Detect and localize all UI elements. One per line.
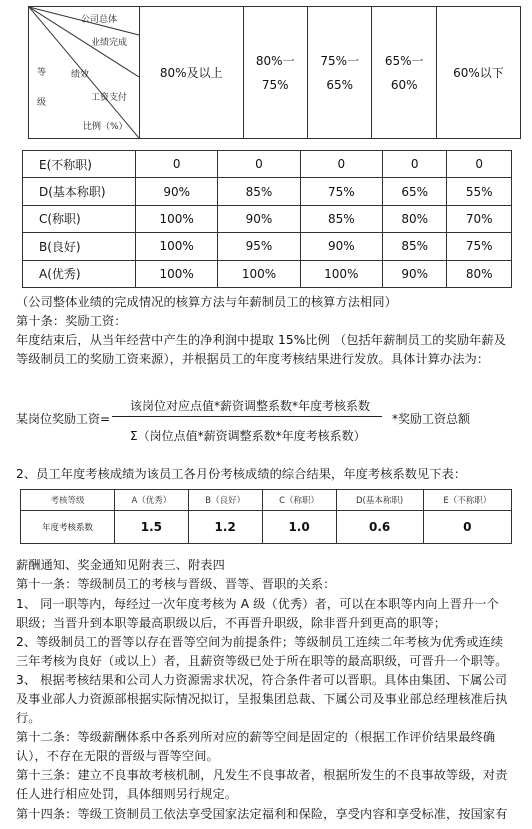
rate-header: 60%以下: [436, 7, 520, 139]
grade-cell: 90%: [382, 260, 447, 287]
formula-rhs: *奖励工资总额: [392, 412, 471, 426]
diagonal-header-cell: [29, 7, 140, 139]
diag-label-mid-left: 等: [37, 68, 47, 78]
table-header-row: [21, 490, 512, 511]
grade-cell: 85%: [300, 205, 382, 232]
grade-cell: 80%: [382, 205, 447, 232]
paragraph-line: 任人进行相应处罚，具体细则另行规定。: [16, 787, 238, 801]
grade-cell: 100%: [136, 260, 218, 287]
diag-label-top2: 业绩完成: [91, 38, 128, 48]
paragraph-line: 3、 根据考核结果和公司人力资源需求状况，符合条件者可以晋职。具体由集团、下属公司: [16, 673, 508, 687]
column-header: C（称职）: [262, 490, 336, 511]
article-12: 第十二条：等级薪酬体系中各系列所对应的薪等空间是固定的（根据工作评价结果最终确: [16, 730, 496, 744]
grade-cell: 0: [382, 151, 447, 178]
grade-cell: 90%: [218, 205, 300, 232]
grade-label: D(基本称职): [23, 178, 136, 205]
grade-label: C(称职): [23, 205, 136, 232]
grade-table: [22, 150, 512, 288]
paragraph-line: 及事业部人力资源部根据实际情况拟订，呈报集团总裁、下属公司及事业部总经理核准后执: [16, 692, 508, 706]
paragraph-line: 年度结束后，从当年经营中产生的净利润中提取 15%比例 （包括年薪制员工的奖励年薪及: [16, 333, 506, 347]
coef-cell: 1.5: [115, 511, 189, 544]
rate-table: [28, 6, 521, 139]
table-row: [23, 260, 512, 287]
paragraph-line: 三年考核为良好（或以上）者，且薪资等级已处于所在职等的最高职级，可晋升一个职等。: [16, 654, 508, 668]
column-header: D(基本称职): [336, 490, 423, 511]
coef-cell: 0.6: [336, 511, 423, 544]
grade-label: B(良好): [23, 233, 136, 260]
diag-label-mid: 绩效: [71, 70, 90, 80]
diag-label-top: 公司总体: [81, 15, 118, 25]
table-row: [21, 511, 512, 544]
grade-cell: 90%: [300, 233, 382, 260]
grade-cell: 0: [300, 151, 382, 178]
grade-cell: 70%: [447, 205, 512, 232]
article-14: 第十四条：等级工资制员工依法享受国家法定福利和保险，享受内容和享受标准，按国家有: [16, 807, 508, 821]
paragraph-line: 职级；当晋升到本职等最高职级以后，不再晋升职级，除非晋升到更高的职等；: [16, 616, 447, 630]
grade-cell: 55%: [447, 178, 512, 205]
coefficient-table: [20, 489, 512, 544]
grade-cell: 75%: [447, 233, 512, 260]
article-10-heading: 第十条：奖励工资：: [16, 314, 127, 328]
rate-header: 80%及以上: [140, 7, 244, 139]
formula-numerator: 该岗位对应点值*薪资调整系数*年度考核系数: [130, 399, 371, 413]
grade-cell: 85%: [218, 178, 300, 205]
grade-label: A(优秀): [23, 260, 136, 287]
diag-label-bottom-left: 级: [37, 98, 47, 108]
formula-lhs: 某岗位奖励工资=: [16, 412, 111, 426]
grade-cell: 100%: [218, 260, 300, 287]
grade-cell: 100%: [136, 205, 218, 232]
fraction-bar: [112, 416, 382, 417]
grade-cell: 75%: [300, 178, 382, 205]
note-text: （公司整体业绩的完成情况的核算方法与年薪制员工的核算方法相同）: [16, 295, 397, 309]
table-row: [23, 205, 512, 232]
column-header: A（优秀）: [115, 490, 189, 511]
article-11-heading: 第十一条：等级制员工的考核与晋级、晋等、晋职的关系：: [16, 577, 336, 591]
rate-header: 65%一 60%: [372, 7, 436, 139]
notice-text: 薪酬通知、奖金通知见附表三、附表四: [16, 558, 225, 572]
column-header: 考核等级: [21, 490, 115, 511]
grade-cell: 95%: [218, 233, 300, 260]
paragraph-line: 2、员工年度考核成绩为该员工各月份考核成绩的综合结果，年度考核系数见下表：: [16, 467, 467, 481]
coef-cell: 1.0: [262, 511, 336, 544]
grade-cell: 100%: [300, 260, 382, 287]
grade-cell: 0: [136, 151, 218, 178]
formula-denominator: Σ（岗位点值*薪资调整系数*年度考核系数）: [130, 429, 366, 443]
coef-cell: 1.2: [188, 511, 262, 544]
table-row: [23, 178, 512, 205]
grade-cell: 80%: [447, 260, 512, 287]
coef-cell: 0: [423, 511, 511, 544]
grade-cell: 100%: [136, 233, 218, 260]
column-header: B（良好）: [188, 490, 262, 511]
grade-cell: 0: [218, 151, 300, 178]
table-row: [23, 233, 512, 260]
row-label: 年度考核系数: [21, 511, 115, 544]
article-13: 第十三条：建立不良事故考核机制，凡发生不良事故者，根据所发生的不良事故等级，对责: [16, 768, 508, 782]
table-row: [23, 151, 512, 178]
grade-cell: 0: [447, 151, 512, 178]
column-header: E（不称职）: [423, 490, 511, 511]
grade-label: E(不称职): [23, 151, 136, 178]
diag-label-bottom: 比例（%）: [83, 122, 128, 132]
grade-cell: 65%: [382, 178, 447, 205]
paragraph-line: 等级制员工的奖励工资来源），并根据员工的年度考核结果进行发放。具体计算办法为：: [16, 352, 490, 366]
grade-cell: 90%: [136, 178, 218, 205]
rate-header: 80%一 75%: [243, 7, 307, 139]
rate-header: 75%一 65%: [307, 7, 371, 139]
paragraph-line: 认），不存在无限的晋级与晋等空间。: [16, 749, 219, 763]
grade-cell: 85%: [382, 233, 447, 260]
paragraph-line: 1、 同一职等内，每经过一次年度考核为 A 级（优秀）者，可以在本职等内向上晋升一个: [16, 597, 499, 611]
diag-label-mid-right: 工资支付: [91, 93, 128, 103]
paragraph-line: 2、等级制员工的晋等以存在晋等空间为前提条件；等级制员工连续二年考核为优秀或连续: [16, 635, 504, 649]
paragraph-line: 行。: [16, 711, 41, 725]
